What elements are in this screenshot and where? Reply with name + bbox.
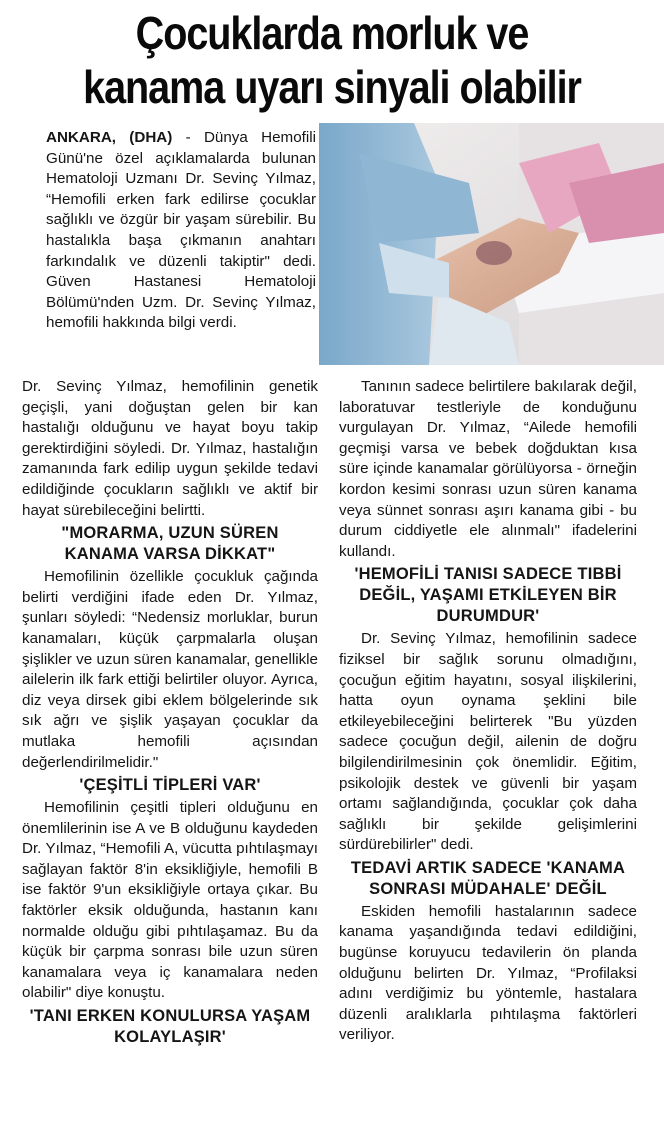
morarma-paragraph: Hemofilinin özellikle çocukluk çağında belirti verdiğini ifade eden Dr. Yılmaz, şunları söyledi: “Nedensiz morluklar, burun kanamaları, küçük çarpmalarla oluşan şişlikler ve uzun süren kanamalar, genellikle ailelerin ilk fark ettiği belirtiler oluyor. Ayrıca, diz veya dirsek gibi eklem bölgelerinde sık sık ağrı ve şişlik yaşayan çocuklar da mutlaka hemofili açısından değerlendirilmelidir." [22,568,318,771]
headline [46,6,617,114]
subhead-erken: 'TANI ERKEN KONULURSA YAŞAM KOLAYLAŞIR' [29,1007,311,1047]
column-left [22,377,318,1050]
headline-line-1: Çocuklarda morluk ve [135,7,529,59]
subhead-morarma: "MORARMA, UZUN SÜREN KANAMA VARSA DİKKAT" [61,524,279,564]
intro-paragraph [46,128,316,334]
subhead-tibbi: 'HEMOFİLİ TANISI SADECE TIBBİ DEĞİL, YAŞAMI ETKİLEYEN BİR DURUMDUR' [354,565,622,626]
subhead-mudahale: TEDAVİ ARTIK SADECE 'KANAMA SONRASI MÜDAHALE' DEĞİL [350,858,626,898]
genetic-paragraph: Dr. Sevinç Yılmaz, hemofilinin genetik geçişli, yani doğuştan gelen bir kan hastalığı olduğunu ve hayat boyu takip gerektirdiğini söyledi. Dr. Yılmaz, hastalığın zamanında fark edilip uygun şekilde tedavi edildiğinde çocukların sağlıklı ve aktif bir hayat sürebileceğini belirtti. [22,378,318,519]
intro-text: - Dünya Hemofili Günü'ne özel açıklamalarda bulunan Hematoloji Uzmanı Dr. Sevinç Yılmaz, “Hemofili erken fark edilirse çocuklar sağlıklı ve özgür bir yaşam sürebilir. Bu hastalıkla başa çıkmanın anahtarı farkındalık ve düzenli takiptir" dedi. Güven Hastanesi Hematoloji Bölümü'nden Uzm. Dr. Sevinç Yılmaz, hemofili hakkında bilgi verdi. [46,129,316,332]
subhead-tipler: 'ÇEŞİTLİ TİPLERİ VAR' [79,776,261,795]
tani-paragraph: Tanının sadece belirtilere bakılarak değil, laboratuvar testleriyle de konduğunu vurgulayan Dr. Yılmaz, “Ailede hemofili geçmişi varsa ve bebek doğduktan kısa süre içinde kanamalar görülüyorsa - örneğin kordon kesimi sonrası uzun süren kanama veya sünnet sonrası aşırı kanama gibi - bu durum ciddiyetle ele alınmalı" ifadelerini kullandı. [339,378,637,560]
mudahale-paragraph: Eskiden hemofili hastalarının sadece kanama yaşandığında tedavi edildiğini, bugünse koruyucu tedavilerin ön planda olduğunu belirten Dr. Yılmaz, “Profilaksi adını verdiğimiz bu yöntemle, hastalara düzenli aralıklarla pıhtılaşma faktörleri veriliyor. [339,902,637,1044]
tibbi-paragraph: Dr. Sevinç Yılmaz, hemofilinin sadece fiziksel bir sağlık sorunu olmadığını, çocuğun eğitim hayatını, sosyal ilişkilerini, hatta oyun oynama şeklini bile etkileyebileceğini belirterek "Bu yüzden sadece çocuğun değil, ailenin de doğru bilgilendirilmesinin çok önemlidir. Eğitim, psikolojik destek ve güvenli bir yaşam ortamı sağlandığında, çocuklar çok daha sağlıklı bir şekilde gelişimlerini sürdürebilirler" dedi. [339,630,637,854]
column-right [339,377,637,1046]
tipler-paragraph: Hemofilinin çeşitli tipleri olduğunu en önemlilerinin ise A ve B olduğunu kaydeden Dr. Yılmaz, “Hemofili A, vücutta pıhtılaşmayı sağlayan faktör 8'in eksikliğiyle, hemofili B ise faktör 9'un eksikliğiyle ortaya çıkar. Bu faktörler eksik olduğunda, hastanın kanı normalde olduğu gibi pıhtılaşamaz. Bu da küçük bir çarpma sonrası bile uzun süren kanamalara veya iç kanamalara neden olabilir" diye konuştu. [22,799,318,1002]
column-left-top [46,128,316,334]
dateline: ANKARA, (DHA) [46,129,173,146]
medical-exam-photo-icon [319,123,664,365]
headline-line-2: kanama uyarı sinyali olabilir [83,61,581,113]
article-photo [319,123,664,365]
